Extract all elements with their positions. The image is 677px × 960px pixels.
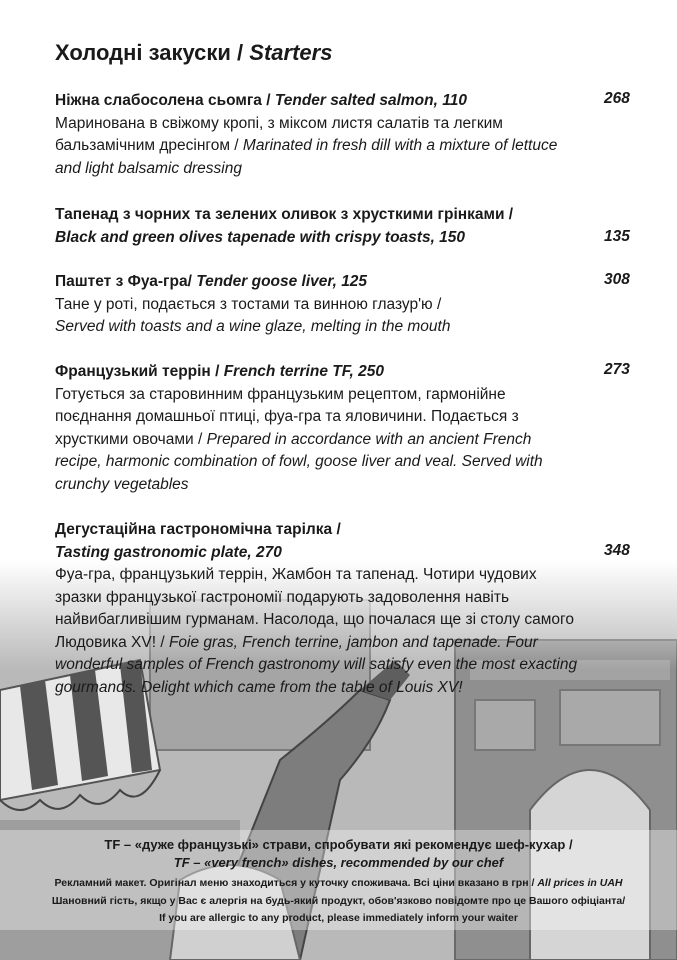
item-name-en: Tender goose liver, 125 [196,273,368,290]
item-desc-en: Marinated in fresh dill with a mixture of lettuce and light balsamic dressing [55,137,558,177]
item-desc-ua: Маринована в свіжому кропі, з міксом листя салатів та легким бальзамічним дресінгом / [55,114,503,154]
item-desc-ua: Готується за старовинним французьким рецептом, гармонійне поєднання домашньої птиці, фуа-гра та яловичини. Подається з хрусткими овочами / [55,385,519,448]
item-name-ua: Дегустаційна гастрономічна тарілка / [55,521,341,538]
menu-item-terrine [55,361,580,496]
title-en: Starters [249,40,333,65]
item-price: 273 [604,361,630,378]
item-name-en: French terrine TF, 250 [223,363,384,380]
item-desc-en: Served with toasts and a wine glaze, melting in the mouth [55,318,451,335]
menu-item-salmon [55,90,580,180]
item-name-en: Tasting gastronomic plate, 270 [55,543,282,561]
item-price: 268 [604,90,630,107]
menu-item-tasting-plate [55,519,580,699]
page-title [55,40,332,66]
item-name-ua: Французький террін / [55,363,224,380]
item-price: 135 [604,228,630,245]
item-price: 348 [604,542,630,559]
item-name-en: Tender salted salmon, 110 [274,92,467,109]
price-notice-en: All prices in UAH [537,877,623,889]
tf-note-en: TF – «very french» dishes, recommended by our chef [173,855,504,870]
menu-item-tapenade [55,204,580,249]
item-desc-ua: Тане у роті, подається з тостами та винною глазур'ю / [55,295,442,313]
allergy-notice-en: If you are allergic to any product, please immediately inform your waiter [159,912,518,924]
menu-item-foie-gras [55,271,580,339]
item-desc-ua: Фуа-гра, французький террін, Жамбон та тапенад. Чотири чудових зразки французької гастрономії подарують задоволення навіть найвибагливішим гурманам. Насолода, що почалася ще зі столу самого Людовика XV! / [55,566,574,651]
item-name-ua: Паштет з Фуа-гра/ [55,273,197,290]
allergy-notice-ua: Шановний гість, якщо у Вас є алергія на будь-який продукт, обов'язково повідомте про це Вашого офіціанта/ [51,895,626,907]
tf-note-ua: TF – «дуже французькі» страви, спробувати які рекомендує шеф-кухар / [104,837,573,852]
item-desc-en: Prepared in accordance with an ancient French recipe, harmonic combination of fowl, goose liver and veal. Served with crunchy vegetables [55,430,543,493]
price-notice [0,877,677,889]
item-price: 308 [604,271,630,288]
title-ua: Холодні закуски / [55,40,250,65]
item-name-ua: Ніжна слабосолена сьомга / [55,92,275,109]
item-name-en: Black and green olives tapenade with crispy toasts, 150 [55,228,466,246]
item-name-ua: Тапенад з чорних та зелених оливок з хрусткими грінками / [55,206,514,223]
item-desc-en: Foie gras, French terrine, jambon and tapenade. Four wonderful samples of French gastronomy will satisfy even the most exacting gourmands. Delight which came from the table of Louis XV! [55,633,578,696]
price-notice-ua: Рекламний макет. Оригінал меню знаходиться у куточку споживача. Всі ціни вказано в грн / [54,877,538,889]
